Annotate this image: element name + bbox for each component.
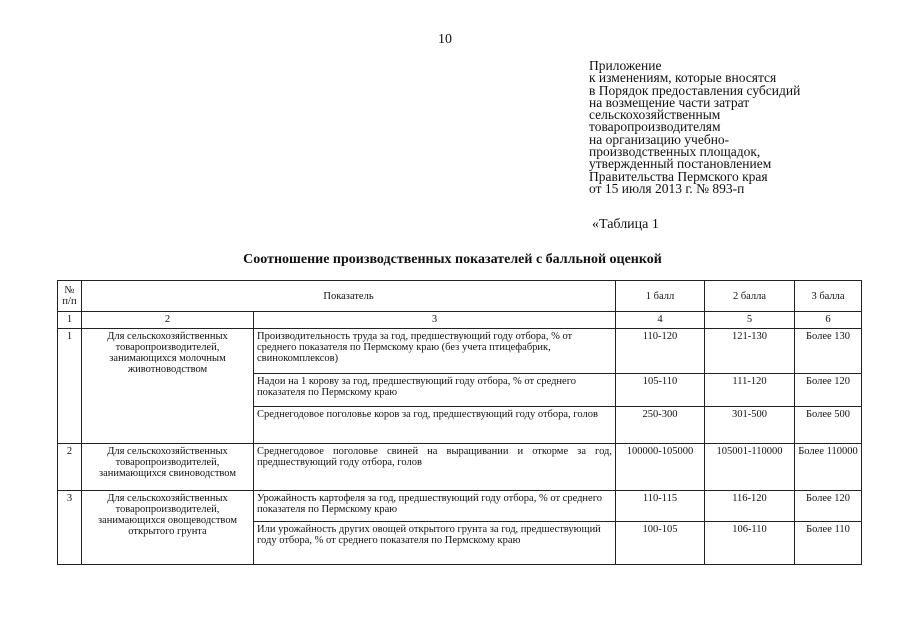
column-index: 5 — [705, 312, 795, 329]
table-row — [58, 444, 862, 491]
table-header-row — [58, 281, 862, 312]
score-1-value: 100-105 — [616, 522, 705, 565]
header-indicator: Показатель — [82, 281, 616, 312]
score-1-value: 110-120 — [616, 329, 705, 374]
column-index: 4 — [616, 312, 705, 329]
score-3-value: Более 110000 — [795, 444, 862, 491]
column-index: 1 — [58, 312, 82, 329]
row-category: Для сельскохозяйственных товаропроизводителей, занимающихся молочным животноводством — [82, 329, 254, 444]
score-1-value: 105-110 — [616, 374, 705, 407]
header-num: № п/п — [58, 281, 82, 312]
score-1-value: 110-115 — [616, 491, 705, 522]
header-score-2: 2 балла — [705, 281, 795, 312]
score-3-value: Более 130 — [795, 329, 862, 374]
row-number: 3 — [58, 491, 82, 565]
row-number: 1 — [58, 329, 82, 444]
row-category: Для сельскохозяйственных товаропроизводителей, занимающихся овощеводством открытого грунта — [82, 491, 254, 565]
appendix-note — [589, 60, 889, 195]
row-indicator: Производительность труда за год, предшествующий году отбора, % от среднего показателя по Пермскому краю (без учета птицефабрик, свинокомплексов) — [254, 329, 616, 374]
score-2-value: 106-110 — [705, 522, 795, 565]
column-index-row — [58, 312, 862, 329]
column-index: 6 — [795, 312, 862, 329]
appendix-line: утвержденный постановлением — [589, 156, 772, 172]
row-indicator: Среднегодовое поголовье свиней на выращивании и откорме за год, предшествующий году отбора, голов — [254, 444, 616, 491]
header-score-1: 1 балл — [616, 281, 705, 312]
page-number: 10 — [438, 32, 452, 47]
row-indicator: Среднегодовое поголовье коров за год, предшествующий году отбора, голов — [254, 407, 616, 444]
score-2-value: 301-500 — [705, 407, 795, 444]
header-score-3: 3 балла — [795, 281, 862, 312]
table-row — [58, 491, 862, 522]
document-title: Соотношение производственных показателей с балльной оценкой — [243, 252, 662, 267]
row-number: 2 — [58, 444, 82, 491]
appendix-line: от 15 июля 2013 г. № 893-п — [589, 180, 745, 196]
score-1-value: 100000-105000 — [616, 444, 705, 491]
score-2-value: 116-120 — [705, 491, 795, 522]
row-indicator: Надои на 1 корову за год, предшествующий году отбора, % от среднего показателя по Пермскому краю — [254, 374, 616, 407]
indicator-score-table — [57, 280, 862, 565]
appendix-line: Приложение — [589, 58, 662, 73]
score-3-value: Более 120 — [795, 491, 862, 522]
row-category: Для сельскохозяйственных товаропроизводителей, занимающихся свиноводством — [82, 444, 254, 491]
table-label: «Таблица 1 — [592, 217, 659, 232]
column-index: 3 — [254, 312, 616, 329]
score-3-value: Более 500 — [795, 407, 862, 444]
appendix-line: производственных площадок, — [589, 144, 761, 160]
appendix-line: на организацию учебно- — [589, 131, 730, 147]
score-2-value: 105001-110000 — [705, 444, 795, 491]
score-2-value: 111-120 — [705, 374, 795, 407]
appendix-line: товаропроизводителям — [589, 119, 721, 135]
appendix-line: к изменениям, которые вносятся — [589, 70, 777, 86]
appendix-line: на возмещение части затрат — [589, 94, 750, 110]
score-3-value: Более 120 — [795, 374, 862, 407]
score-1-value: 250-300 — [616, 407, 705, 444]
score-2-value: 121-130 — [705, 329, 795, 374]
column-index: 2 — [82, 312, 254, 329]
table-row — [58, 329, 862, 374]
appendix-line: сельскохозяйственным — [589, 107, 721, 123]
appendix-line: Правительства Пермского края — [589, 168, 768, 184]
row-indicator: Урожайность картофеля за год, предшествующий году отбора, % от среднего показателя по Пермскому краю — [254, 491, 616, 522]
appendix-line: в Порядок предоставления субсидий — [589, 82, 801, 98]
score-3-value: Более 110 — [795, 522, 862, 565]
row-indicator: Или урожайность других овощей открытого грунта за год, предшествующий году отбора, % от среднего показателя по Пермскому краю — [254, 522, 616, 565]
